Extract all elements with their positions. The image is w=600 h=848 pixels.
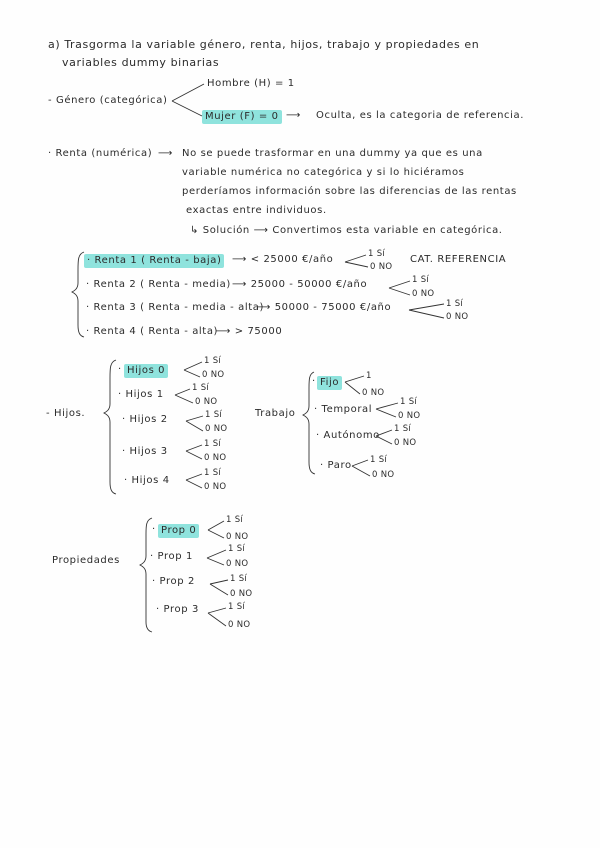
trabajo-autonomo-yes: 1 Sí <box>394 424 412 434</box>
hijos-3-yes: 1 Sí <box>204 439 222 449</box>
renta-2-range: ⟶ 25000 - 50000 €/año <box>232 279 368 290</box>
renta-1-branch <box>345 255 368 267</box>
hijos-0-no: 0 NO <box>202 370 225 380</box>
trabajo-temporal-no: 0 NO <box>398 411 421 421</box>
hijos-1-branch <box>175 389 193 403</box>
renta-3-range: ⟶ 50000 - 75000 €/año <box>256 302 392 313</box>
genero-arrow: ⟶ <box>286 110 301 121</box>
trabajo-label: Trabajo <box>255 408 296 419</box>
genero-hombre: Hombre (H) = 1 <box>207 78 295 89</box>
trabajo-temporal-label: · Temporal <box>314 404 373 415</box>
hijos-3-no: 0 NO <box>204 453 227 463</box>
prop-2-label: · Prop 2 <box>152 576 195 587</box>
prop-0-label: Prop 0 <box>158 524 199 538</box>
prop-0-yes: 1 Sí <box>226 515 244 525</box>
trabajo-fijo-branch <box>345 376 364 394</box>
trabajo-fijo-yes: 1 <box>366 371 372 381</box>
trabajo-paro-no: 0 NO <box>372 470 395 480</box>
renta-2-label: · Renta 2 ( Renta - media) <box>86 279 231 290</box>
renta-label: · Renta (numérica) <box>48 148 153 159</box>
trabajo-temporal-yes: 1 Sí <box>400 397 418 407</box>
title-line-1: a) Trasgorma la variable género, renta, hijos, trabajo y propiedades en <box>48 38 480 51</box>
renta-brace <box>72 252 84 337</box>
prop-3-branch <box>208 608 226 626</box>
hijos-1-yes: 1 Sí <box>192 383 210 393</box>
renta-1-no: 0 NO <box>370 262 393 272</box>
prop-1-yes: 1 Sí <box>228 544 246 554</box>
genero-branch <box>172 84 204 116</box>
renta-1-label: · Renta 1 ( Renta - baja) <box>84 254 224 268</box>
trabajo-autonomo-no: 0 NO <box>394 438 417 448</box>
renta-solution: ↳ Solución ⟶ Convertimos esta variable en categórica. <box>190 225 503 236</box>
prop-1-branch <box>207 550 226 565</box>
prop-0-branch <box>208 521 224 538</box>
hijos-2-label: · Hijos 2 <box>122 414 168 425</box>
renta-3-yes: 1 Sí <box>446 299 464 309</box>
trabajo-paro-yes: 1 Sí <box>370 455 388 465</box>
renta-2-no: 0 NO <box>412 289 435 299</box>
prop-2-branch <box>210 580 228 595</box>
renta-4-label: · Renta 4 ( Renta - alta) <box>86 326 219 337</box>
hijos-3-branch <box>186 445 202 459</box>
prop-1-no: 0 NO <box>226 559 249 569</box>
hijos-4-no: 0 NO <box>204 482 227 492</box>
title-line-2: variables dummy binarias <box>62 56 220 69</box>
hijos-1-no: 0 NO <box>195 397 218 407</box>
hijos-4-branch <box>186 474 202 488</box>
prop-3-yes: 1 Sí <box>228 602 246 612</box>
trabajo-temporal-branch <box>376 403 398 417</box>
renta-4-range: ⟶ > 75000 <box>216 326 283 337</box>
hijos-0-label: Hijos 0 <box>124 364 168 378</box>
renta-desc-1: No se puede trasformar en una dummy ya que es una <box>182 148 483 159</box>
renta-3-branch <box>409 304 444 318</box>
prop-0-no: 0 NO <box>226 532 249 542</box>
hijos-0-dot: · <box>118 364 122 375</box>
hijos-4-yes: 1 Sí <box>204 468 222 478</box>
hijos-1-label: · Hijos 1 <box>118 389 164 400</box>
trabajo-fijo-label: Fijo <box>317 376 342 390</box>
renta-desc-4: exactas entre individuos. <box>186 205 327 216</box>
trabajo-paro-label: · Paro <box>320 460 352 471</box>
propiedades-label: Propiedades <box>52 555 120 566</box>
renta-2-yes: 1 Sí <box>412 275 430 285</box>
genero-mujer: Mujer (F) = 0 <box>202 110 282 124</box>
trabajo-autonomo-branch <box>376 430 392 444</box>
renta-1-range: ⟶ < 25000 €/año <box>232 254 334 265</box>
renta-desc-2: variable numérica no categórica y si lo hiciéramos <box>182 167 465 178</box>
hijos-brace <box>104 360 116 494</box>
renta-2-branch <box>389 281 410 295</box>
prop-3-label: · Prop 3 <box>156 604 199 615</box>
prop-2-no: 0 NO <box>230 589 253 599</box>
prop-2-yes: 1 Sí <box>230 574 248 584</box>
hijos-label: - Hijos. <box>46 408 86 419</box>
renta-3-no: 0 NO <box>446 312 469 322</box>
renta-3-label: · Renta 3 ( Renta - media - alta) <box>86 302 264 313</box>
hijos-0-yes: 1 Sí <box>204 356 222 366</box>
hijos-2-yes: 1 Sí <box>205 410 223 420</box>
trabajo-fijo-dot: · <box>312 376 316 387</box>
propiedades-brace <box>140 518 152 632</box>
trabajo-paro-branch <box>352 460 370 476</box>
hijos-3-label: · Hijos 3 <box>122 446 168 457</box>
hijos-0-branch <box>184 362 202 377</box>
genero-note: Oculta, es la categoria de referencia. <box>316 110 525 121</box>
trabajo-fijo-no: 0 NO <box>362 388 385 398</box>
renta-1-ref: CAT. REFERENCIA <box>410 254 507 265</box>
hijos-2-branch <box>186 416 203 431</box>
renta-arrow: ⟶ <box>158 148 173 159</box>
prop-3-no: 0 NO <box>228 620 251 630</box>
renta-desc-3: perderíamos información sobre las diferencias de las rentas <box>182 186 517 197</box>
trabajo-brace <box>303 372 315 474</box>
prop-1-label: · Prop 1 <box>150 551 193 562</box>
trabajo-autonomo-label: · Autónomo <box>316 430 380 441</box>
hijos-2-no: 0 NO <box>205 424 228 434</box>
genero-label: - Género (categórica) <box>48 95 168 106</box>
prop-0-dot: · <box>152 524 156 535</box>
renta-1-yes: 1 Sí <box>368 249 386 259</box>
hijos-4-label: · Hijos 4 <box>124 475 170 486</box>
